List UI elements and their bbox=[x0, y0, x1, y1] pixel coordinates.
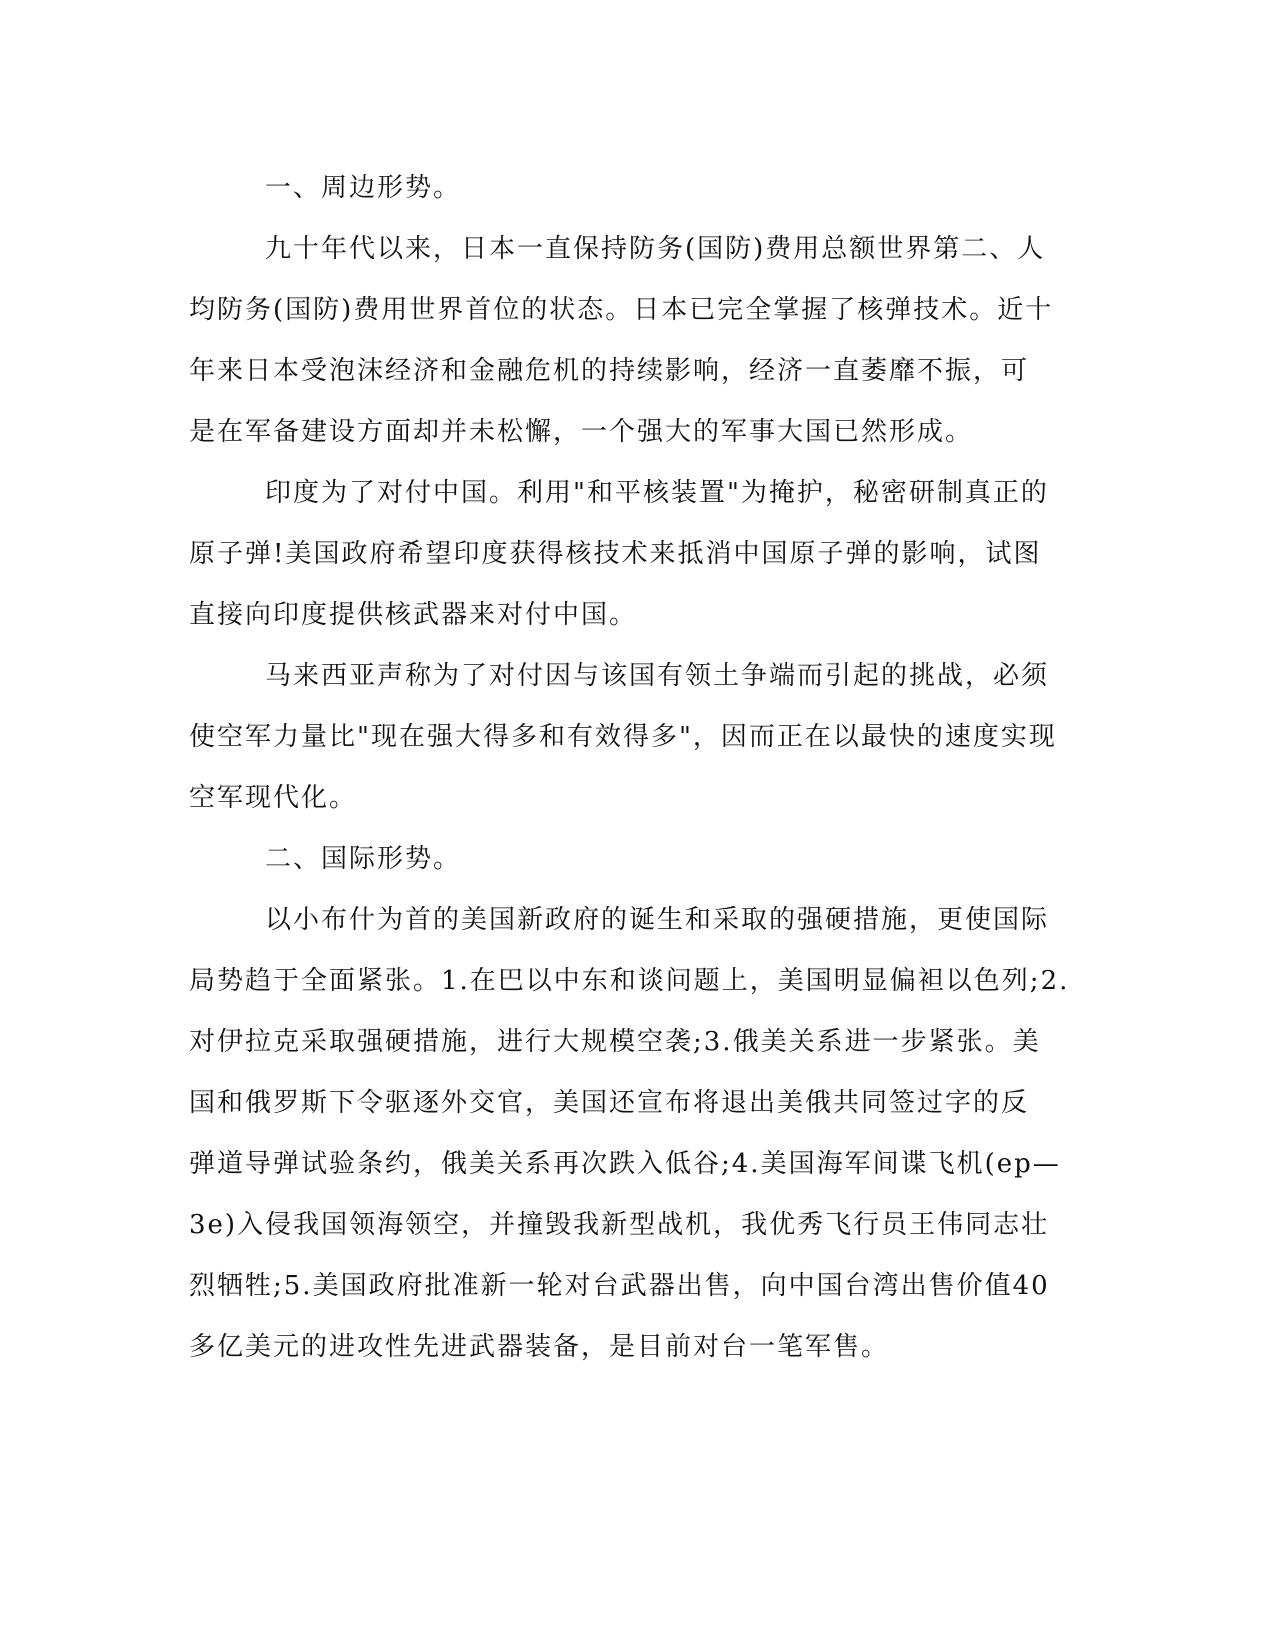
paragraph-line: 年来日本受泡沫经济和金融危机的持续影响，经济一直萎靡不振，可 bbox=[189, 356, 1030, 386]
paragraph-malaysia bbox=[189, 646, 1085, 829]
paragraph-line: 原子弹!美国政府希望印度获得核技术来抵消中国原子弹的影响，试图 bbox=[189, 539, 1042, 569]
paragraph-line: 局势趋于全面紧张。1.在巴以中东和谈问题上，美国明显偏袒以色列;2. bbox=[189, 966, 1070, 996]
section-heading-2 bbox=[189, 829, 1085, 890]
paragraph-line: 烈牺牲;5.美国政府批准新一轮对台武器出售，向中国台湾出售价值40 bbox=[189, 1271, 1050, 1301]
paragraph-line: 印度为了对付中国。利用"和平核装置"为掩护，秘密研制真正的 bbox=[265, 478, 1049, 508]
paragraph-japan bbox=[189, 219, 1085, 463]
paragraph-line: 九十年代以来，日本一直保持防务(国防)费用总额世界第二、人 bbox=[265, 234, 1046, 264]
heading-line: 一、周边形势。 bbox=[265, 173, 462, 203]
paragraph-us-policy bbox=[189, 890, 1085, 1378]
paragraph-line: 国和俄罗斯下令驱逐外交官，美国还宣布将退出美俄共同签过字的反 bbox=[189, 1088, 1030, 1118]
document-body bbox=[189, 158, 1085, 1378]
heading-line: 二、国际形势。 bbox=[265, 844, 462, 874]
paragraph-line: 多亿美元的进攻性先进武器装备，是目前对台一笔军售。 bbox=[189, 1332, 890, 1362]
paragraph-line: 直接向印度提供核武器来对付中国。 bbox=[189, 600, 638, 630]
paragraph-line: 均防务(国防)费用世界首位的状态。日本已完全掌握了核弹技术。近十 bbox=[189, 295, 1054, 325]
paragraph-line: 3e)入侵我国领海领空，并撞毁我新型战机，我优秀飞行员王伟同志壮 bbox=[189, 1210, 1050, 1240]
paragraph-line: 弹道导弹试验条约，俄美关系再次跌入低谷;4.美国海军间谍飞机(ep— bbox=[189, 1149, 1061, 1179]
paragraph-india bbox=[189, 463, 1085, 646]
paragraph-line: 以小布什为首的美国新政府的诞生和采取的强硬措施，更使国际 bbox=[265, 905, 1050, 935]
section-heading-1 bbox=[189, 158, 1085, 219]
paragraph-line: 空军现代化。 bbox=[189, 783, 358, 813]
paragraph-line: 使空军力量比"现在强大得多和有效得多"，因而正在以最快的速度实现 bbox=[189, 722, 1057, 752]
paragraph-line: 马来西亚声称为了对付因与该国有领土争端而引起的挑战，必须 bbox=[265, 661, 1050, 691]
paragraph-line: 对伊拉克采取强硬措施，进行大规模空袭;3.俄美关系进一步紧张。美 bbox=[189, 1027, 1041, 1057]
paragraph-line: 是在军备建设方面却并未松懈，一个强大的军事大国已然形成。 bbox=[189, 417, 974, 447]
